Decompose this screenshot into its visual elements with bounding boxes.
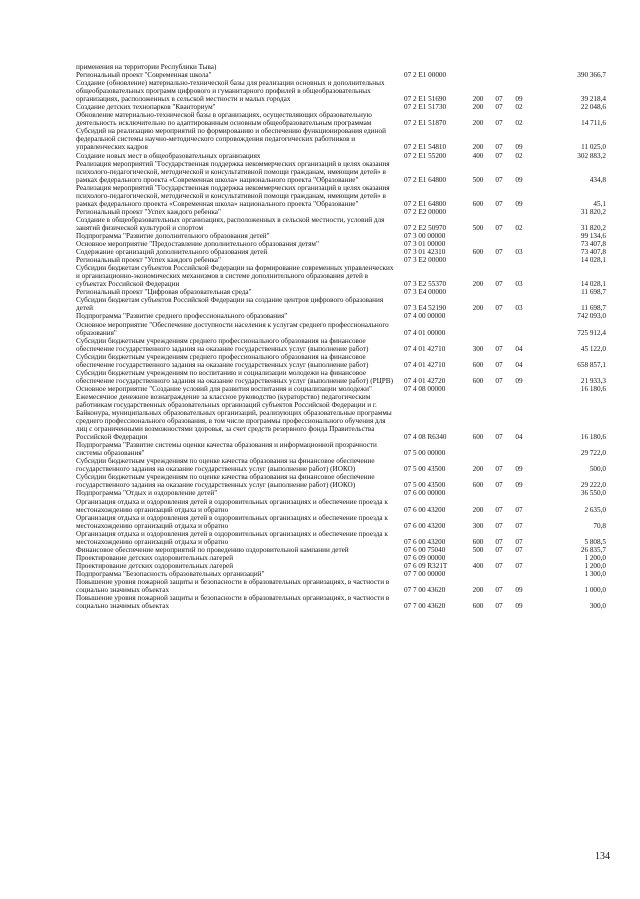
- amount: 658 857,1: [577, 360, 606, 369]
- subsection-code: 02: [515, 223, 523, 232]
- line-item-name: Основное мероприятие "Создание условий для развития воспитания и социализации молодежи": [76, 384, 372, 393]
- expense-type-code: 300: [472, 521, 484, 530]
- target-article-code: 07 7 00 43620: [404, 586, 446, 595]
- section-code: 07: [495, 304, 503, 313]
- target-article-code: 07 6 00 43200: [404, 521, 446, 530]
- subsection-code: 09: [515, 95, 523, 104]
- line-item-name: Субсидии бюджетным учреждениям среднего профессионального образования на финансовое обеспечение государственного задания на оказание государственных услуг (выполнение работ): [76, 336, 369, 353]
- target-article-code: 07 2 E1 00000: [404, 71, 447, 80]
- table-row: [76, 570, 606, 578]
- table-row: [76, 296, 606, 312]
- table-row: [76, 554, 606, 562]
- table-row: [76, 337, 606, 353]
- line-item-name: Создание новых мест в общеобразовательных организациях: [76, 151, 261, 160]
- expense-type-code: 600: [472, 481, 484, 490]
- amount: 5 808,5: [584, 537, 606, 546]
- section-code: 07: [495, 280, 503, 289]
- expense-type-code: 600: [472, 376, 484, 385]
- section-code: 07: [495, 376, 503, 385]
- target-article-code: 07 7 00 43620: [404, 602, 446, 611]
- line-item-name: Реализация мероприятий "Государственная поддержка некоммерческих организаций в целях оказания психолого-педагогической, методической и консультативной помощи гражданам, имеющим детей» в рамках федерального проекта «Современная школа» национального проекта "Образование": [76, 183, 390, 208]
- table-row: [76, 489, 606, 497]
- amount: 1 000,0: [584, 586, 606, 595]
- amount: 434,8: [589, 175, 606, 184]
- line-item-name: Основное мероприятие "Обеспечение доступности населения к услугам среднего профессионального образования": [76, 320, 389, 337]
- target-article-code: 07 5 00 43500: [404, 465, 446, 474]
- target-article-code: 07 5 00 43500: [404, 481, 446, 490]
- amount: 14 028,1: [580, 256, 606, 265]
- expense-type-code: 500: [472, 223, 484, 232]
- line-item-name: Субсидии бюджетным учреждениям по воспитанию и социализации молодежи на финансовое обеспечение государственного задания на оказание государственных услуг (выполнение работ) (РЦРВ): [76, 368, 393, 385]
- amount: 26 835,7: [580, 545, 606, 554]
- section-code: 07: [495, 151, 503, 160]
- amount: 1 200,0: [584, 561, 606, 570]
- target-article-code: 07 6 00 43200: [404, 505, 446, 514]
- table-row: [76, 184, 606, 208]
- expense-type-code: 600: [472, 199, 484, 208]
- table-row: [76, 63, 606, 71]
- section-code: 07: [495, 103, 503, 112]
- expense-type-code: 200: [472, 143, 484, 152]
- amount: 725 912,4: [577, 328, 606, 337]
- subsection-code: 03: [515, 280, 523, 289]
- table-row: [76, 248, 606, 256]
- section-code: 07: [495, 537, 503, 546]
- section-code: 07: [495, 360, 503, 369]
- table-row: [76, 321, 606, 337]
- expense-type-code: 500: [472, 545, 484, 554]
- subsection-code: 07: [515, 505, 523, 514]
- table-row: [76, 152, 606, 160]
- expense-type-code: 500: [472, 175, 484, 184]
- table-row: [76, 160, 606, 184]
- line-item-name: Подпрограмма "Развитие системы оценки качества образования и информационной прозрачности системы образования": [76, 441, 377, 458]
- expense-type-code: 200: [472, 95, 484, 104]
- table-row: [76, 208, 606, 216]
- line-item-name: Субсидии бюджетным учреждениям по оценке качества образования на финансовое обеспечение государственного задания на оказание государственных услуг (выполнение работ) (ИОКО): [76, 473, 375, 490]
- expense-type-code: 200: [472, 304, 484, 313]
- target-article-code: 07 3 E2 55370: [404, 280, 447, 289]
- table-row: [76, 232, 606, 240]
- section-code: 07: [495, 199, 503, 208]
- line-item-name: Проектирование детских оздоровительных лагерей: [76, 553, 234, 562]
- target-article-code: 07 2 E1 51730: [404, 103, 447, 112]
- line-item-name: Субсидии бюджетным учреждениям среднего профессионального образования на финансовое обеспечение государственного задания на оказание государственных услуг (выполнение работ): [76, 352, 369, 369]
- table-row: [76, 79, 606, 103]
- table-row: [76, 514, 606, 530]
- subsection-code: 09: [515, 175, 523, 184]
- amount: 70,8: [593, 521, 606, 530]
- section-code: 07: [495, 95, 503, 104]
- table-row: [76, 546, 606, 554]
- line-item-name: Финансовое обеспечение мероприятий по проведению оздоровительной кампании детей: [76, 545, 349, 554]
- table-row: [76, 369, 606, 385]
- target-article-code: 07 4 01 42710: [404, 344, 446, 353]
- section-code: 07: [495, 344, 503, 353]
- table-row: [76, 103, 606, 111]
- section-code: 07: [495, 433, 503, 442]
- target-article-code: 07 6 09 00000: [404, 553, 446, 562]
- subsection-code: 09: [515, 602, 523, 611]
- subsection-code: 03: [515, 248, 523, 257]
- section-code: 07: [495, 505, 503, 514]
- line-item-name: Организация отдыха и оздоровления детей в оздоровительных организациях и обеспечение проезда к местонахождению организаций отдыха и обратно: [76, 497, 388, 514]
- target-article-code: 07 4 00 00000: [404, 312, 446, 321]
- subsection-code: 09: [515, 465, 523, 474]
- line-item-name: Организация отдыха и оздоровления детей в оздоровительных организациях и обеспечение проезда к местонахождению организаций отдыха и обратно: [76, 529, 388, 546]
- table-row: [76, 256, 606, 264]
- line-item-name: Повышение уровня пожарной защиты и безопасности в образовательных организациях, в частности в социально значимых объектах: [76, 594, 390, 611]
- table-row: [76, 562, 606, 570]
- amount: 29 722,0: [580, 449, 606, 458]
- table-row: [76, 111, 606, 127]
- target-article-code: 07 6 00 00000: [404, 489, 446, 498]
- target-article-code: 07 4 01 42710: [404, 360, 446, 369]
- amount: 73 407,8: [580, 240, 606, 249]
- amount: 16 180,6: [580, 384, 606, 393]
- table-row: [76, 594, 606, 610]
- subsection-code: 04: [515, 433, 523, 442]
- subsection-code: 02: [515, 119, 523, 128]
- line-item-name: Организация отдыха и оздоровления детей в оздоровительных организациях и обеспечение проезда к местонахождению организаций отдыха и обратно: [76, 513, 388, 530]
- amount: 11 698,7: [581, 304, 606, 313]
- subsection-code: 02: [515, 151, 523, 160]
- table-row: [76, 288, 606, 296]
- line-item-name: Региональный проект "Успех каждого ребенка": [76, 256, 221, 265]
- subsection-code: 07: [515, 521, 523, 530]
- expense-type-code: 200: [472, 103, 484, 112]
- table-row: [76, 216, 606, 232]
- amount: 390 366,7: [577, 71, 606, 80]
- section-code: 07: [495, 223, 503, 232]
- line-item-name: Создание детских технопарков "Кванториум": [76, 103, 216, 112]
- amount: 302 883,2: [577, 151, 606, 160]
- table-row: [76, 264, 606, 288]
- table-row: [76, 473, 606, 489]
- subsection-code: 09: [515, 376, 523, 385]
- line-item-name: Ежемесячное денежное вознаграждение за классное руководство (кураторство) педагогическим работникам государственных образовательных организаций субъектов Российской Федерации и г. Байконура, муниципальных образовательных организаций, реализующих образовательные программы среднего профессионального образования, в том числе программы профессионального обучения для лиц с ограниченными возможностями здоровья, за счет средств резервного фонда Правительства Российской Федерации: [76, 392, 392, 442]
- expense-type-code: 200: [472, 280, 484, 289]
- amount: 22 048,6: [580, 103, 606, 112]
- target-article-code: 07 6 09 R321T: [404, 561, 448, 570]
- target-article-code: 07 6 00 43200: [404, 537, 446, 546]
- line-item-name: Проектирование детских оздоровительных лагерей: [76, 561, 234, 570]
- table-row: [76, 457, 606, 473]
- line-item-name: Региональный проект "Современная школа": [76, 71, 212, 80]
- amount: 14 028,1: [580, 280, 606, 289]
- expense-type-code: 400: [472, 561, 484, 570]
- target-article-code: 07 3 00 00000: [404, 231, 446, 240]
- line-item-name: Содержание организаций дополнительного образования детей: [76, 248, 268, 257]
- subsection-code: 04: [515, 344, 523, 353]
- target-article-code: 07 5 00 00000: [404, 449, 446, 458]
- amount: 11 025,0: [581, 143, 606, 152]
- amount: 2 635,0: [584, 505, 606, 514]
- line-item-name: Субсидии бюджетам субъектов Российской Федерации на формирование современных управленческих и организационно-экономических механизмов в системе дополнительного образования детей в субъектах Российской Федерации: [76, 264, 394, 289]
- line-item-name: Повышение уровня пожарной защиты и безопасности в образовательных организациях, в частности в социально значимых объектах: [76, 578, 390, 595]
- table-row: [76, 393, 606, 441]
- target-article-code: 07 4 01 42720: [404, 376, 446, 385]
- line-item-name: Субсидии бюджетам субъектов Российской Федерации на создание центров цифрового образования детей: [76, 296, 384, 313]
- amount: 21 933,3: [580, 376, 606, 385]
- target-article-code: 07 3 E2 00000: [404, 256, 447, 265]
- amount: 73 407,8: [580, 248, 606, 257]
- expense-type-code: 600: [472, 537, 484, 546]
- line-item-name: Региональный проект "Успех каждого ребенка": [76, 207, 221, 216]
- target-article-code: 07 2 E2 00000: [404, 207, 447, 216]
- amount: 36 550,0: [580, 489, 606, 498]
- amount: 29 222,0: [580, 481, 606, 490]
- subsection-code: 09: [515, 199, 523, 208]
- expense-type-code: 200: [472, 119, 484, 128]
- amount: 31 820,2: [580, 223, 606, 232]
- budget-table: [76, 63, 606, 610]
- target-article-code: 07 6 00 75040: [404, 545, 446, 554]
- subsection-code: 03: [515, 304, 523, 313]
- expense-type-code: 600: [472, 433, 484, 442]
- expense-type-code: 600: [472, 360, 484, 369]
- section-code: 07: [495, 119, 503, 128]
- page-number: 134: [595, 851, 610, 862]
- section-code: 07: [495, 586, 503, 595]
- amount: 16 180,6: [580, 433, 606, 442]
- line-item-name: Реализация мероприятий "Государственная поддержка некоммерческих организаций в целях оказания психолого-педагогической, методической и консультативной помощи гражданам, имеющим детей» в рамках федерального проекта «Современная школа» национального проекта "Образование": [76, 159, 390, 184]
- expense-type-code: 600: [472, 248, 484, 257]
- amount: 500,0: [589, 465, 606, 474]
- line-item-name: Основное мероприятие "Предоставление дополнительного образования детям": [76, 240, 319, 249]
- amount: 300,0: [589, 602, 606, 611]
- target-article-code: 07 3 01 42310: [404, 248, 446, 257]
- amount: 45 122,0: [580, 344, 606, 353]
- target-article-code: 07 2 E1 55200: [404, 151, 447, 160]
- target-article-code: 07 2 E1 64800: [404, 199, 447, 208]
- table-row: [76, 127, 606, 151]
- target-article-code: 07 3 E4 52190: [404, 304, 447, 313]
- expense-type-code: 400: [472, 151, 484, 160]
- line-item-name: применения на территории Республики Тыва): [76, 63, 217, 71]
- expense-type-code: 300: [472, 344, 484, 353]
- section-code: 07: [495, 561, 503, 570]
- target-article-code: 07 4 08 00000: [404, 384, 446, 393]
- subsection-code: 02: [515, 103, 523, 112]
- table-row: [76, 498, 606, 514]
- line-item-name: Создание в общеобразовательных организациях, расположенных в сельской местности, условий для занятий физической культурой и спортом: [76, 215, 385, 232]
- expense-type-code: 200: [472, 465, 484, 474]
- table-row: [76, 240, 606, 248]
- subsection-code: 09: [515, 143, 523, 152]
- table-row: [76, 578, 606, 594]
- table-row: [76, 312, 606, 320]
- expense-type-code: 600: [472, 602, 484, 611]
- amount: 1 300,0: [584, 569, 606, 578]
- target-article-code: 07 2 E2 50970: [404, 223, 447, 232]
- target-article-code: 07 2 E1 64800: [404, 175, 447, 184]
- section-code: 07: [495, 521, 503, 530]
- expense-type-code: 200: [472, 505, 484, 514]
- table-row: [76, 385, 606, 393]
- line-item-name: Подпрограмма "Развитие дополнительного образования детей": [76, 231, 270, 240]
- target-article-code: 07 4 08 R6340: [404, 433, 447, 442]
- table-row: [76, 530, 606, 546]
- amount: 11 698,7: [581, 288, 606, 297]
- amount: 742 093,0: [577, 312, 606, 321]
- amount: 14 711,6: [581, 119, 606, 128]
- line-item-name: Создание (обновление) материально-технической базы для реализации основных и дополнительных общеобразовательных программ цифрового и гуманитарного профилей в общеобразовательных организациях, расположенных в сельской местности и малых городах: [76, 79, 385, 104]
- line-item-name: Региональный проект "Цифровая образовательная среда": [76, 288, 252, 297]
- target-article-code: 07 3 01 00000: [404, 240, 446, 249]
- line-item-name: Подпрограмма "Отдых и оздоровление детей": [76, 489, 218, 498]
- subsection-code: 07: [515, 561, 523, 570]
- line-item-name: Обновление материально-технической базы в организациях, осуществляющих образовательную деятельность исключительно по адаптированным основным общеобразовательным программам: [76, 111, 372, 128]
- table-row: [76, 71, 606, 79]
- section-code: 07: [495, 465, 503, 474]
- table-row: [76, 353, 606, 369]
- line-item-name: Подпрограмма "Развитие среднего профессионального образования": [76, 312, 288, 321]
- amount: 99 134,6: [580, 231, 606, 240]
- subsection-code: 07: [515, 545, 523, 554]
- target-article-code: 07 2 E1 54810: [404, 143, 447, 152]
- section-code: 07: [495, 602, 503, 611]
- section-code: 07: [495, 481, 503, 490]
- target-article-code: 07 2 E1 51690: [404, 95, 447, 104]
- expense-type-code: 200: [472, 586, 484, 595]
- section-code: 07: [495, 248, 503, 257]
- subsection-code: 07: [515, 537, 523, 546]
- target-article-code: 07 7 00 00000: [404, 569, 446, 578]
- amount: 1 200,0: [584, 553, 606, 562]
- section-code: 07: [495, 545, 503, 554]
- target-article-code: 07 3 E4 00000: [404, 288, 447, 297]
- line-item-name: Субсидий на реализацию мероприятий по формированию и обеспечению функционирования единой федеральной системы научно-методического сопровождения педагогических работников и управленческих кадров: [76, 127, 386, 152]
- line-item-name: Подпрограмма "Безопасность образовательных организаций": [76, 569, 265, 578]
- subsection-code: 04: [515, 360, 523, 369]
- subsection-code: 09: [515, 481, 523, 490]
- amount: 31 820,2: [580, 207, 606, 216]
- amount: 45,1: [593, 199, 606, 208]
- amount: 39 218,4: [580, 95, 606, 104]
- line-item-name: Субсидии бюджетным учреждениям по оценке качества образования на финансовое обеспечение государственного задания на оказание государственных услуг (выполнение работ) (ИОКО): [76, 457, 375, 474]
- target-article-code: 07 4 01 00000: [404, 328, 446, 337]
- section-code: 07: [495, 143, 503, 152]
- target-article-code: 07 2 E1 51870: [404, 119, 447, 128]
- section-code: 07: [495, 175, 503, 184]
- table-row: [76, 441, 606, 457]
- subsection-code: 09: [515, 586, 523, 595]
